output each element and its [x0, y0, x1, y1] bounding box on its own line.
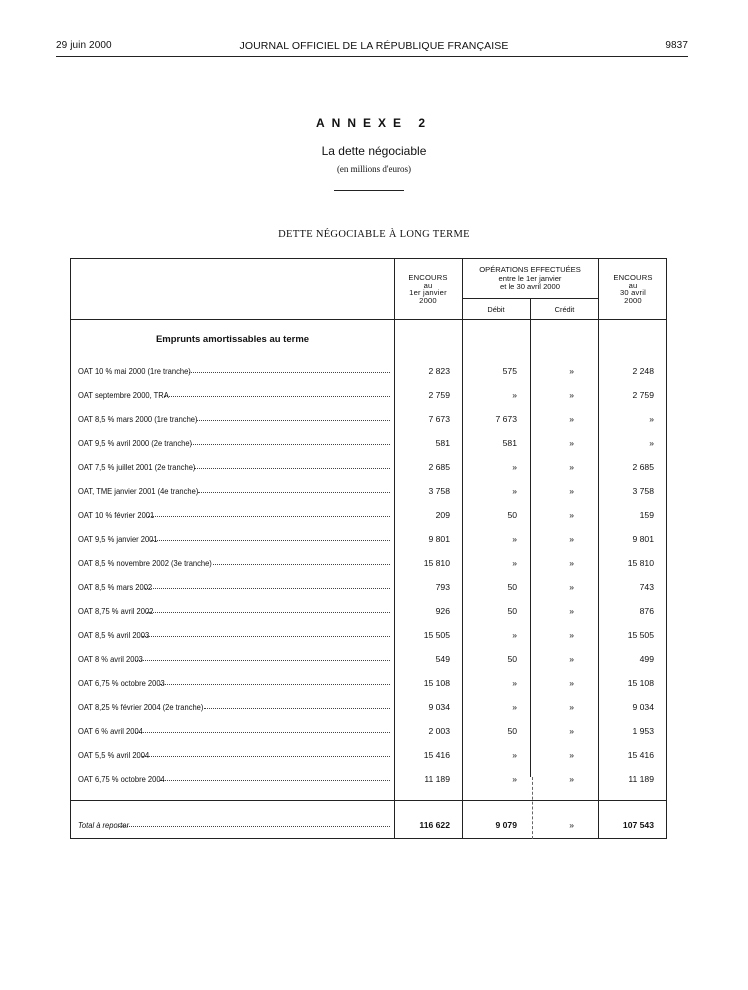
- table-row: [0, 438, 748, 452]
- cell-encours-start: 2 759: [428, 390, 450, 400]
- cell-encours-start: 2 685: [428, 462, 450, 472]
- cell-credit: »: [569, 486, 574, 496]
- cell-debit: 9 079: [495, 820, 517, 830]
- row-label: [78, 366, 390, 376]
- leader-dots: [213, 564, 390, 565]
- cell-encours-start: 926: [435, 606, 450, 616]
- cell-encours-end: 2 759: [632, 390, 654, 400]
- header-line: OPÉRATIONS EFFECTUÉES: [479, 265, 581, 274]
- row-label: [78, 774, 390, 784]
- cell-encours-end: 11 189: [628, 774, 654, 784]
- table-row: [0, 462, 748, 476]
- row-label: [78, 462, 390, 472]
- row-label: [78, 750, 390, 760]
- row-label-text: OAT 8,5 % novembre 2002 (3e tranche): [78, 558, 212, 568]
- cell-debit: »: [512, 390, 517, 400]
- row-label: [78, 414, 390, 424]
- column-header-encours-end: [599, 274, 667, 304]
- row-label: [78, 390, 390, 400]
- cell-debit: »: [512, 558, 517, 568]
- leader-dots: [135, 732, 390, 733]
- leader-dots: [198, 492, 390, 493]
- row-label: [78, 582, 390, 592]
- total-row: [0, 820, 748, 834]
- cell-debit: »: [512, 486, 517, 496]
- header-line: 2000: [419, 295, 437, 305]
- cell-credit: »: [569, 654, 574, 664]
- cell-encours-end: 1 953: [632, 726, 654, 736]
- cell-encours-end: 2 248: [632, 366, 654, 376]
- leader-dots: [189, 372, 390, 373]
- cell-debit: 50: [507, 582, 517, 592]
- row-label-text: OAT septembre 2000, TRA: [78, 390, 169, 400]
- column-header-encours-start: [396, 274, 460, 304]
- cell-encours-end: 15 416: [627, 750, 654, 760]
- table-row: [0, 630, 748, 644]
- table-row: [0, 750, 748, 764]
- cell-debit: 50: [507, 510, 517, 520]
- cell-encours-start: 2 003: [428, 726, 450, 736]
- leader-dots: [194, 468, 390, 469]
- row-label-text: OAT 8,5 % mars 2002: [78, 582, 153, 592]
- table-row: [0, 414, 748, 428]
- cell-encours-start: 7 673: [428, 414, 450, 424]
- cell-debit: 50: [507, 726, 517, 736]
- row-label-text: OAT 7,5 % juillet 2001 (2e tranche): [78, 462, 196, 472]
- row-label-text: OAT 10 % mai 2000 (1re tranche): [78, 366, 191, 376]
- cell-credit: »: [569, 438, 574, 448]
- cell-credit: »: [569, 558, 574, 568]
- row-label-text: OAT 9,5 % janvier 2001: [78, 534, 158, 544]
- cell-encours-start: 15 810: [423, 558, 450, 568]
- cell-credit: »: [569, 726, 574, 736]
- cell-encours-end: 876: [639, 606, 654, 616]
- cell-encours-start: 15 108: [423, 678, 450, 688]
- row-label: [78, 510, 390, 520]
- cell-encours-end: 9 801: [632, 534, 654, 544]
- title-divider: [334, 190, 404, 191]
- cell-credit: »: [569, 390, 574, 400]
- header-line: ENCOURS: [613, 273, 653, 282]
- cell-encours-end: 15 810: [627, 558, 654, 568]
- table-row: [0, 774, 748, 788]
- row-label-text: OAT, TME janvier 2001 (4e tranche): [78, 486, 199, 496]
- table-row: [0, 390, 748, 404]
- cell-encours-start: 15 416: [423, 750, 450, 760]
- cell-encours-start: 11 189: [424, 774, 450, 784]
- cell-debit: 575: [502, 366, 517, 376]
- leader-dots: [164, 396, 390, 397]
- cell-debit: 581: [502, 438, 517, 448]
- cell-encours-start: 15 505: [423, 630, 450, 640]
- header-date: 29 juin 2000: [56, 40, 112, 51]
- cell-encours-end: »: [649, 414, 654, 424]
- leader-dots: [135, 660, 390, 661]
- table-group-title: Emprunts amortissables au terme: [155, 334, 310, 345]
- cell-credit: »: [569, 750, 574, 760]
- cell-debit: »: [512, 678, 517, 688]
- cell-encours-end: 2 685: [632, 462, 654, 472]
- header-line: 30 avril: [619, 288, 647, 298]
- cell-credit: »: [569, 630, 574, 640]
- row-label: [78, 726, 390, 736]
- header-line: entre le 1er janvier: [498, 273, 562, 283]
- cell-debit: 50: [507, 654, 517, 664]
- cell-debit: »: [512, 774, 517, 784]
- cell-credit: »: [569, 462, 574, 472]
- cell-encours-end: 107 543: [622, 820, 654, 830]
- column-header-debit: Débit: [487, 305, 505, 314]
- row-label: [78, 558, 390, 568]
- table-row: [0, 558, 748, 572]
- cell-encours-end: 15 108: [627, 678, 654, 688]
- leader-dots: [160, 780, 390, 781]
- column-header-credit: Crédit: [554, 305, 575, 314]
- row-label-text: OAT 8 % avril 2003: [78, 654, 143, 664]
- cell-encours-start: 116 622: [419, 820, 450, 830]
- cell-debit: 7 673: [495, 414, 517, 424]
- cell-encours-start: 9 801: [428, 534, 450, 544]
- cell-credit: »: [569, 510, 574, 520]
- cell-encours-end: 743: [639, 582, 654, 592]
- row-label: [78, 630, 390, 640]
- cell-credit: »: [569, 702, 574, 712]
- cell-encours-start: 581: [435, 438, 450, 448]
- row-label: [78, 678, 390, 688]
- leader-dots: [119, 826, 390, 827]
- cell-debit: »: [512, 462, 517, 472]
- cell-credit: »: [569, 678, 574, 688]
- row-label: [78, 606, 390, 616]
- row-label-text: OAT 6,75 % octobre 2003: [78, 678, 165, 688]
- table-row: [0, 726, 748, 740]
- header-line: 1er janvier: [409, 288, 447, 298]
- header-line: 2000: [624, 295, 642, 305]
- header-line: et le 30 avril 2000: [500, 282, 560, 292]
- cell-credit: »: [569, 414, 574, 424]
- leader-dots: [145, 588, 390, 589]
- cell-debit: »: [512, 630, 517, 640]
- page-number: 9837: [665, 40, 688, 51]
- leader-dots: [191, 444, 390, 445]
- row-label-text: Total à reporter: [78, 820, 130, 830]
- row-label-text: OAT 6,75 % octobre 2004: [78, 774, 165, 784]
- table-row: [0, 486, 748, 500]
- row-label: [78, 702, 390, 712]
- table-row: [0, 654, 748, 668]
- leader-dots: [204, 708, 390, 709]
- leader-dots: [148, 516, 390, 517]
- table-row: [0, 678, 748, 692]
- units-note: (en millions d'euros): [336, 164, 412, 174]
- row-label-text: OAT 8,25 % février 2004 (2e tranche): [78, 702, 204, 712]
- cell-credit: »: [569, 366, 574, 376]
- row-label-text: OAT 6 % avril 2004: [78, 726, 143, 736]
- table-row: [0, 702, 748, 716]
- table-row: [0, 582, 748, 596]
- row-label-text: OAT 5,5 % avril 2004: [78, 750, 150, 760]
- leader-dots: [197, 420, 390, 421]
- cell-debit: »: [512, 702, 517, 712]
- cell-credit: »: [569, 582, 574, 592]
- leader-dots: [151, 540, 390, 541]
- journal-title: JOURNAL OFFICIEL DE LA RÉPUBLIQUE FRANÇAISE: [239, 40, 509, 52]
- row-label-text: OAT 9,5 % avril 2000 (2e tranche): [78, 438, 193, 448]
- cell-encours-end: 15 505: [627, 630, 654, 640]
- cell-credit: »: [569, 774, 574, 784]
- cell-encours-end: 499: [639, 654, 654, 664]
- cell-encours-end: 3 758: [632, 486, 654, 496]
- cell-encours-start: 549: [435, 654, 450, 664]
- header-line: au: [423, 280, 433, 290]
- row-label-text: OAT 8,75 % avril 2002: [78, 606, 154, 616]
- cell-encours-start: 793: [435, 582, 450, 592]
- cell-debit: 50: [507, 606, 517, 616]
- cell-encours-end: 159: [639, 510, 654, 520]
- header-rule: [56, 56, 688, 57]
- table-row: [0, 366, 748, 380]
- document-subject: La dette négociable: [321, 144, 427, 158]
- header-line: au: [628, 280, 638, 290]
- row-label-text: OAT 8,5 % avril 2003: [78, 630, 150, 640]
- table-row: [0, 606, 748, 620]
- header-line: ENCOURS: [408, 273, 448, 282]
- row-label-text: OAT 10 % février 2001: [78, 510, 155, 520]
- total-top-rule: [70, 800, 667, 801]
- annex-title: ANNEXE 2: [315, 116, 433, 130]
- leader-dots: [147, 612, 390, 613]
- row-label: [78, 820, 390, 830]
- cell-encours-start: 209: [435, 510, 450, 520]
- row-label: [78, 654, 390, 664]
- cell-encours-start: 9 034: [428, 702, 450, 712]
- leader-dots: [160, 684, 390, 685]
- cell-encours-end: 9 034: [632, 702, 654, 712]
- table-row: [0, 510, 748, 524]
- cell-credit: »: [569, 606, 574, 616]
- cell-credit: »: [569, 820, 574, 830]
- row-label-text: OAT 8,5 % mars 2000 (1re tranche): [78, 414, 198, 424]
- header-bottom-rule: [70, 319, 667, 320]
- section-title: DETTE NÉGOCIABLE À LONG TERME: [278, 229, 470, 240]
- leader-dots: [142, 636, 390, 637]
- row-label: [78, 486, 390, 496]
- column-header-operations: [462, 266, 598, 292]
- cell-credit: »: [569, 534, 574, 544]
- row-label: [78, 534, 390, 544]
- cell-encours-start: 3 758: [428, 486, 450, 496]
- table-row: [0, 534, 748, 548]
- cell-debit: »: [512, 534, 517, 544]
- row-label: [78, 438, 390, 448]
- leader-dots: [142, 756, 390, 757]
- cell-debit: »: [512, 750, 517, 760]
- cell-encours-end: »: [649, 438, 654, 448]
- cell-encours-start: 2 823: [428, 366, 450, 376]
